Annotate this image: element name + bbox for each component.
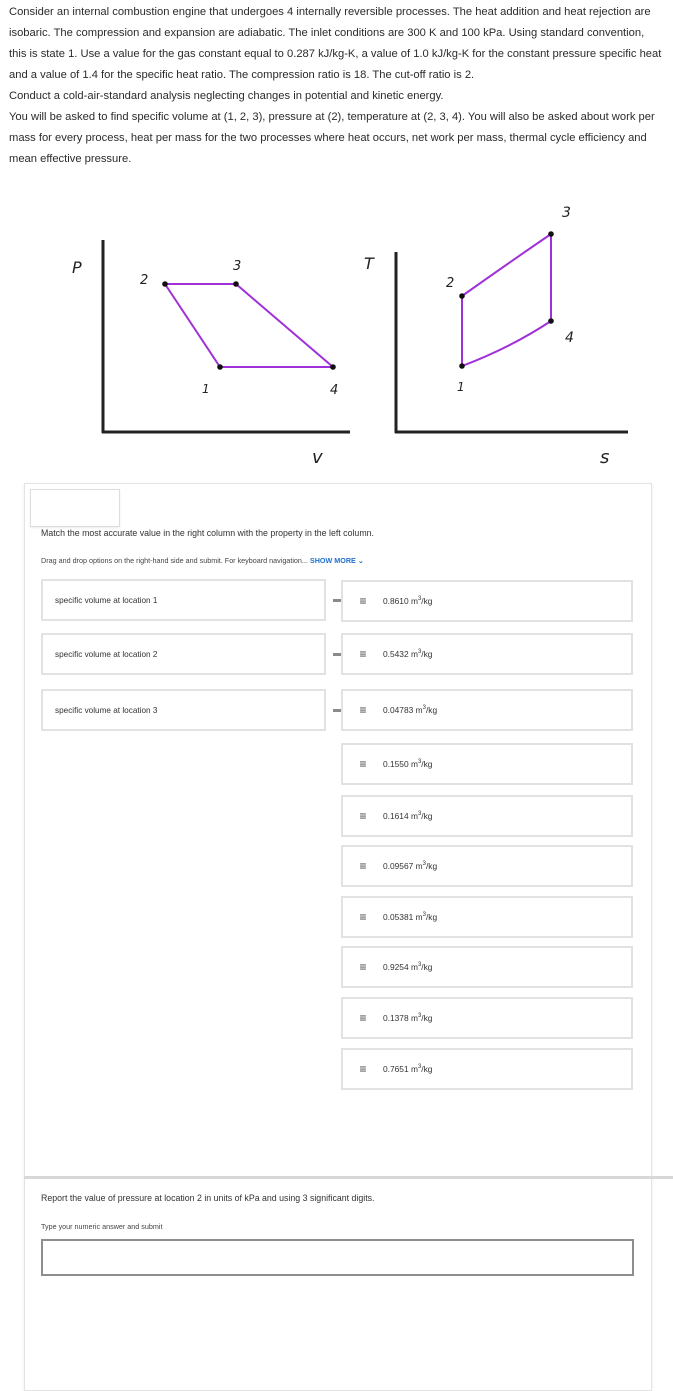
ts-point-2-label: 2 <box>446 276 455 291</box>
cycle-diagrams <box>0 190 673 480</box>
ts-y-axis-label: T <box>364 254 374 273</box>
drag-handle-icon[interactable]: ≡ <box>359 910 367 924</box>
pv-diagram <box>72 240 350 468</box>
option-value: 0.7651 $m^3/kg$ <box>383 1064 433 1074</box>
property-slot-2[interactable]: specific volume at location 2 <box>41 633 326 675</box>
option-item[interactable] <box>341 997 633 1039</box>
option-value: 0.09567 $m^3/kg$ <box>383 861 438 871</box>
show-more-link[interactable]: SHOW MORE ⌄ <box>309 556 364 565</box>
pv-point-4-label: 4 <box>330 383 339 398</box>
option-item[interactable] <box>341 1048 633 1090</box>
drag-handle-icon[interactable]: ≡ <box>359 757 367 771</box>
pv-point-3-label: 3 <box>233 259 242 274</box>
property-slot-3[interactable]: specific volume at location 3 <box>41 689 326 731</box>
option-item[interactable] <box>341 845 633 887</box>
drag-handle-icon[interactable]: ≡ <box>359 703 367 717</box>
option-item[interactable] <box>341 580 633 622</box>
option-item[interactable] <box>341 946 633 988</box>
ts-point-1-label: 1 <box>457 380 465 394</box>
drag-handle-icon[interactable]: ≡ <box>359 1011 367 1025</box>
ts-point-4-label: 4 <box>565 330 574 346</box>
option-value: 0.9254 $m^3/kg$ <box>383 962 433 972</box>
drag-handle-icon[interactable]: ≡ <box>359 1062 367 1076</box>
option-value: 0.5432 $m^3/kg$ <box>383 649 433 659</box>
matching-hint <box>41 556 364 565</box>
option-item[interactable] <box>341 689 633 731</box>
drag-handle-icon[interactable]: ≡ <box>359 859 367 873</box>
matching-hint-text: Drag and drop options on the right-hand side and submit. For keyboard navigation... <box>41 556 308 565</box>
problem-paragraph-1: Consider an internal combustion engine that undergoes 4 internally reversible processes. The heat addition and heat rejection are isobaric. The compression and expansion are adiabatic. The inlet conditions are 300 K and 100 kPa. Using standard convention, this is state 1. Use a value for the gas constant equal to 0.287 kJ/kg-K, a value of 1.0 kJ/kg-K for the constant pressure specific heat and a value of 1.4 for the specific heat ratio. The compression ratio is 18. The cut-off ratio is 2. <box>9 6 662 81</box>
option-item[interactable] <box>341 743 633 785</box>
ts-point-3-label: 3 <box>562 205 571 221</box>
problem-paragraph-3: You will be asked to find specific volume at (1, 2, 3), pressure at (2), temperature at (2, 3, 4). You will also be asked about work per mass for every process, heat per mass for the two processes where heat occurs, net work per mass, thermal cycle efficiency and mean effective pressure. <box>9 111 655 165</box>
ts-diagram <box>364 205 628 468</box>
option-value: 0.1378 $m^3/kg$ <box>383 1013 433 1023</box>
question2-hint: Type your numeric answer and submit <box>41 1222 163 1231</box>
option-item[interactable] <box>341 633 633 675</box>
option-value: 0.1550 $m^3/kg$ <box>383 759 433 769</box>
option-item[interactable] <box>341 795 633 837</box>
option-value: 0.8610 $m^3/kg$ <box>383 596 433 606</box>
matching-instruction: Match the most accurate value in the right column with the property in the left column. <box>41 528 374 538</box>
drag-handle-icon[interactable]: ≡ <box>359 594 367 608</box>
chevron-down-icon: ⌄ <box>357 556 364 565</box>
pv-point-1-label: 1 <box>202 382 210 396</box>
question-tab[interactable] <box>30 489 120 527</box>
option-value: 0.05381 $m^3/kg$ <box>383 912 438 922</box>
numeric-answer-input[interactable] <box>41 1239 634 1276</box>
drag-handle-icon[interactable]: ≡ <box>359 647 367 661</box>
ts-x-axis-label: s <box>600 447 610 468</box>
pv-x-axis-label: v <box>312 447 323 468</box>
option-value: 0.1614 $m^3/kg$ <box>383 811 433 821</box>
problem-statement <box>9 2 664 170</box>
option-value: 0.04783 $m^3/kg$ <box>383 705 438 715</box>
pv-y-axis-label: P <box>72 258 82 277</box>
pv-point-2-label: 2 <box>140 273 149 288</box>
option-item[interactable] <box>341 896 633 938</box>
problem-paragraph-2: Conduct a cold-air-standard analysis neglecting changes in potential and kinetic energy. <box>9 90 444 102</box>
drag-handle-icon[interactable]: ≡ <box>359 960 367 974</box>
question2-prompt: Report the value of pressure at location 2 in units of kPa and using 3 significant digits. <box>41 1193 375 1203</box>
drag-handle-icon[interactable]: ≡ <box>359 809 367 823</box>
property-slot-1[interactable]: specific volume at location 1 <box>41 579 326 621</box>
